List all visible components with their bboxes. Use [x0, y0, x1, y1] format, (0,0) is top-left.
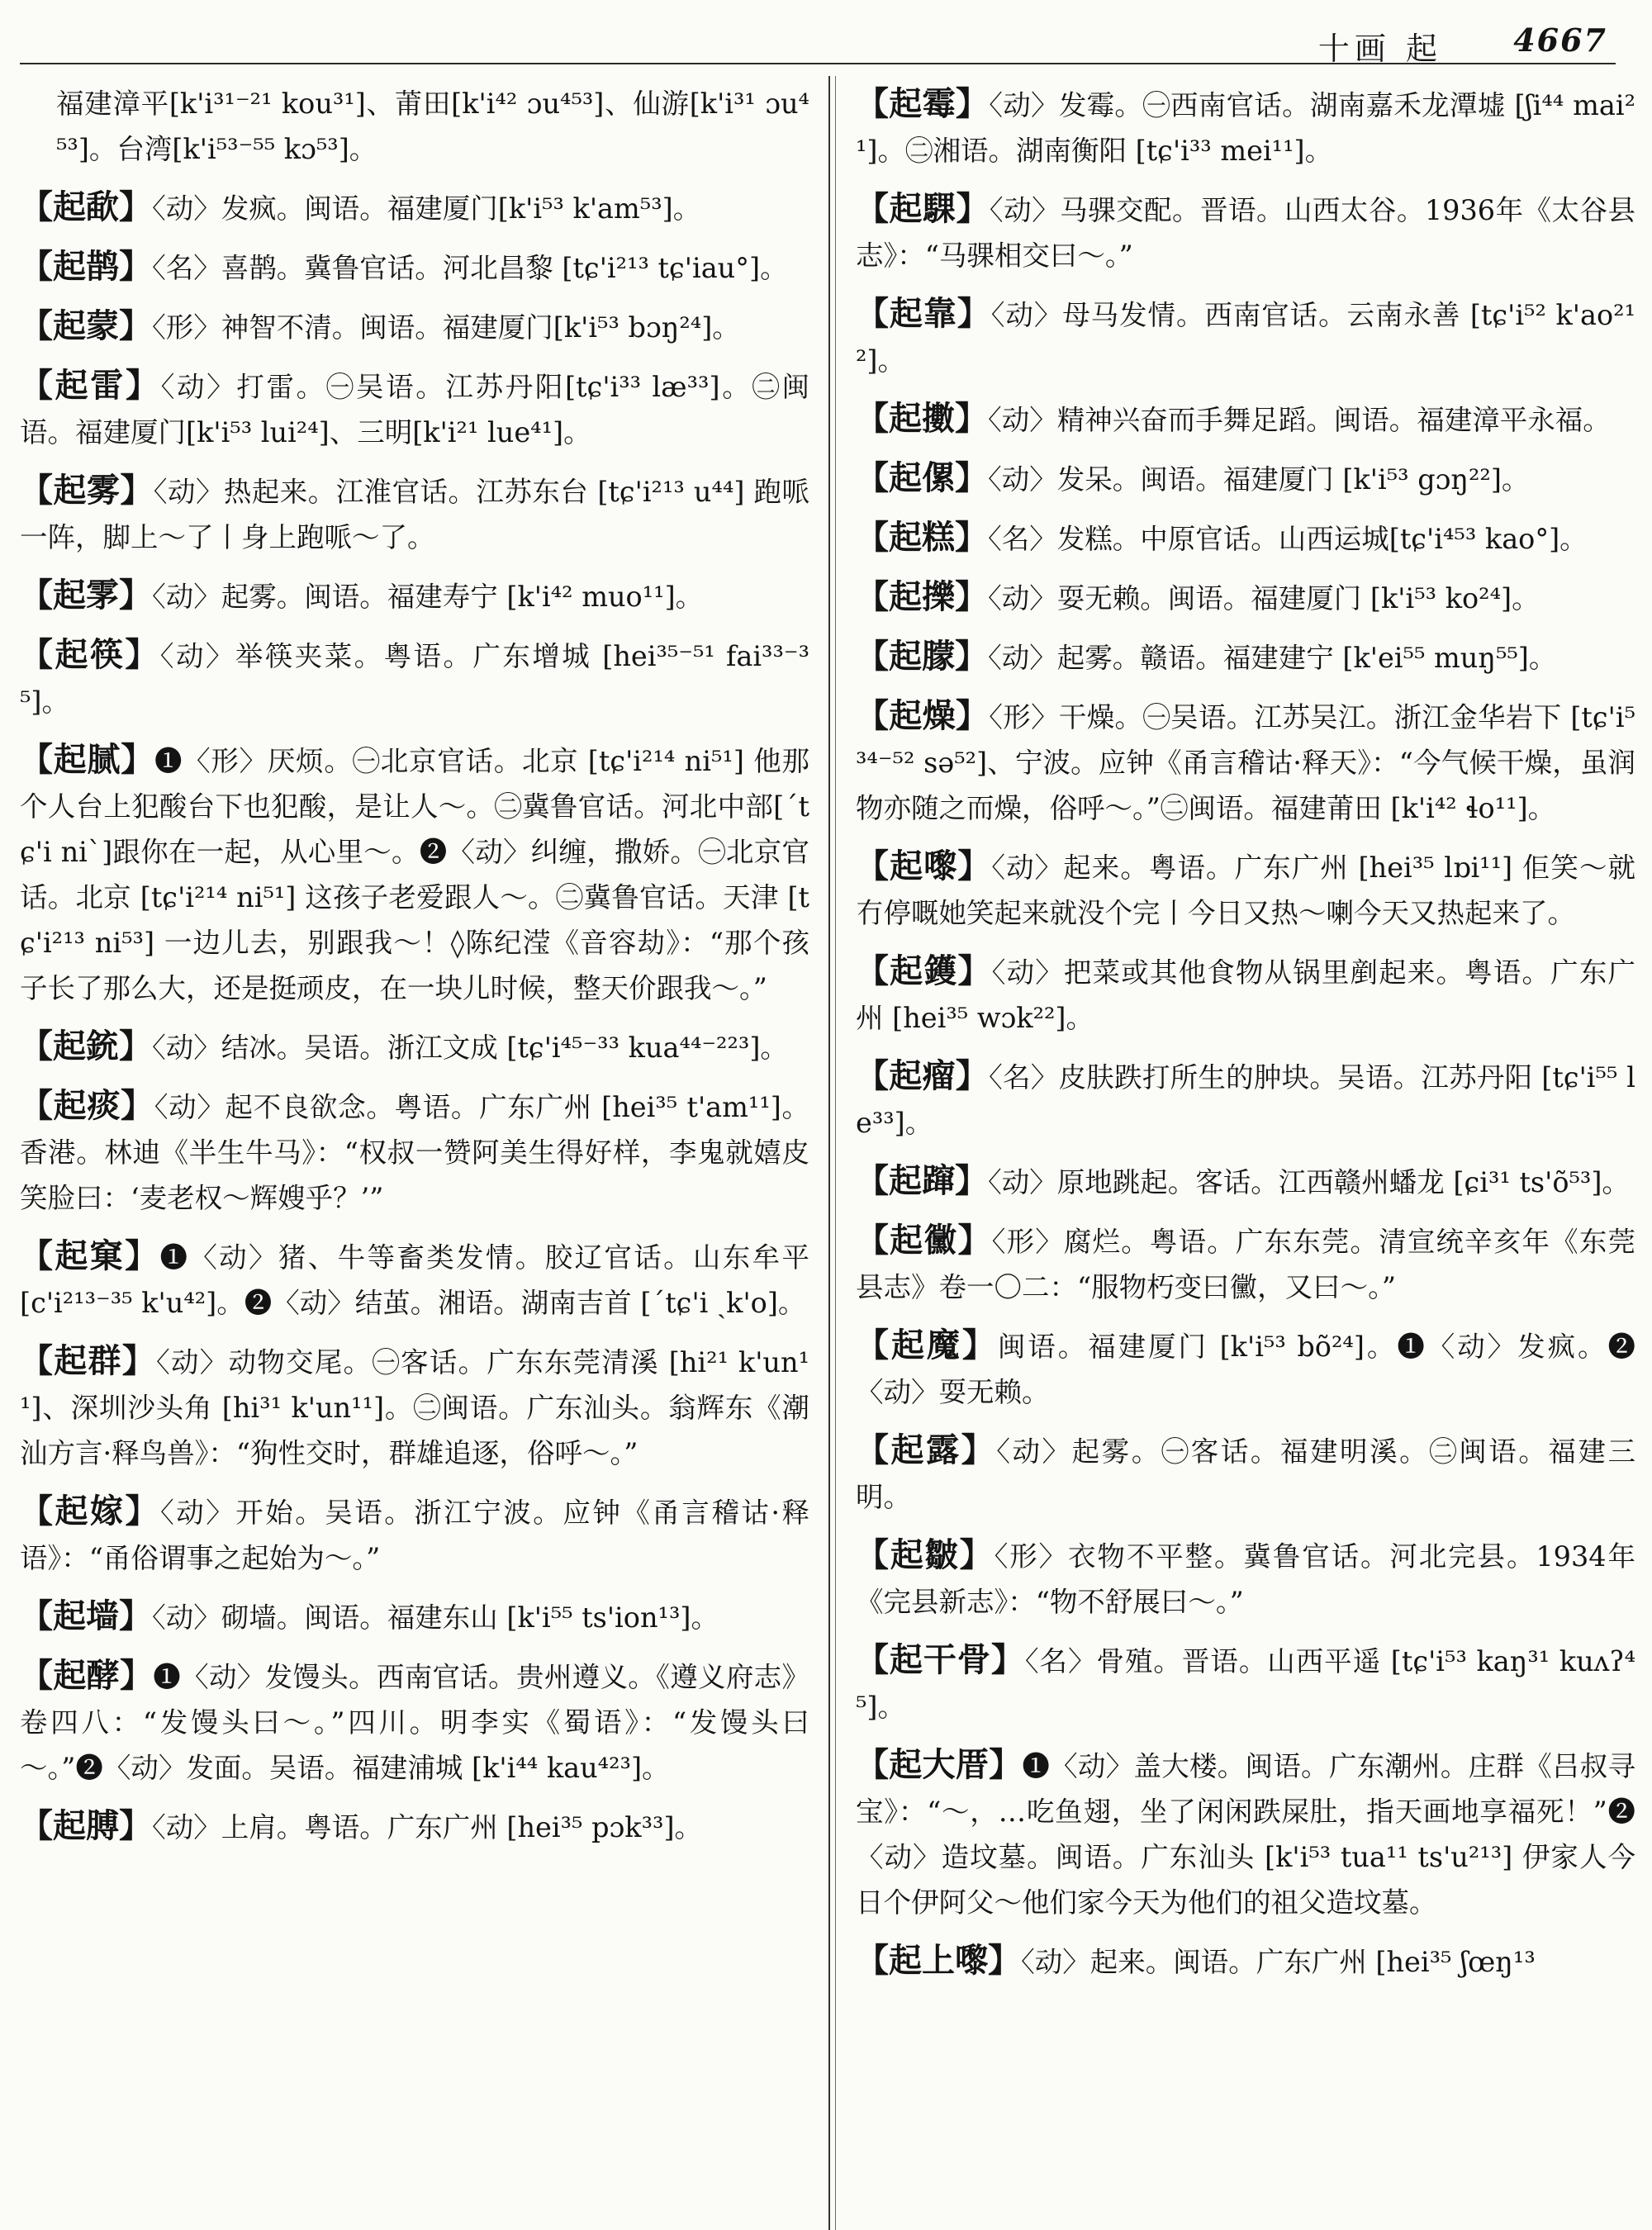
entry-text: ❶〈动〉猪、牛等畜类发情。胶辽官话。山东牟平 [c'i²¹³⁻³⁵ k'u⁴²]。❷〈动〉结茧。湘语。湖南吉首 [ˊtɕ'i ˏk'o]。: [20, 1241, 809, 1319]
entry-text: 〈动〉举筷夹菜。粤语。广东增城 [hei³⁵⁻⁵¹ fai³³⁻³⁵]。: [20, 640, 809, 718]
entry-text: 〈形〉衣物不平整。冀鲁官话。河北完县。1934年《完县新志》：“物不舒展曰～。”: [856, 1540, 1635, 1618]
dictionary-entry: [20, 1233, 809, 1326]
entry-text: 福建漳平[k'i³¹⁻²¹ kou³¹]、莆田[k'i⁴² ɔu⁴⁵³]、仙游[k'i³¹ ɔu⁴⁵³]。台湾[k'i⁵³⁻⁵⁵ kɔ⁵³]。: [56, 88, 809, 165]
entry-headword: 【起銃】: [20, 1027, 152, 1065]
entry-headword: 【起瘤】: [856, 1056, 990, 1095]
dictionary-entry: [20, 572, 809, 619]
entry-headword: 【起膊】: [20, 1806, 152, 1845]
entry-headword: 【起霉】: [856, 84, 990, 123]
dictionary-entry: [20, 632, 809, 724]
entry-headword: 【起筷】: [20, 635, 160, 674]
dictionary-entry: [20, 1338, 809, 1476]
dictionary-entry: [20, 467, 809, 560]
entry-text: 〈动〉起雾。闽语。福建寿宁 [k'i⁴² muo¹¹]。: [152, 581, 704, 613]
entry-text: 闽语。福建厦门 [k'i⁵³ bõ²⁴]。❶〈动〉发疯。❷〈动〉耍无赖。: [856, 1331, 1635, 1408]
entry-headword: 【起腻】: [20, 740, 154, 779]
dictionary-entry: [856, 693, 1635, 831]
dictionary-entry: [20, 1083, 809, 1221]
entry-headword: 【起蒙】: [20, 306, 152, 345]
entry-headword: 【起魔】: [856, 1326, 998, 1364]
column-divider: [828, 76, 830, 2230]
page-header: [20, 15, 1616, 67]
dictionary-entry: [856, 1158, 1635, 1205]
entry-text: 〈动〉热起来。江淮官话。江苏东台 [tɕ'i²¹³ u⁴⁴] 跑哌一阵，脚上～了丨身上跑哌～了。: [20, 476, 809, 553]
entry-text: 〈动〉原地跳起。客话。江西赣州蟠龙 [ɕi³¹ ts'õ⁵³]。: [988, 1166, 1630, 1198]
entry-headword: 【起皺】: [856, 1535, 995, 1574]
dictionary-entry: [20, 363, 809, 455]
entry-text: 〈动〉发呆。闽语。福建厦门 [k'i⁵³ gɔŋ²²]。: [988, 463, 1530, 496]
dictionary-entry: [856, 1427, 1635, 1520]
running-head-section: 十画 起: [1317, 31, 1442, 67]
entry-headword: 【起雺】: [20, 576, 152, 614]
dictionary-entry: [20, 244, 809, 291]
dictionary-entry: [856, 633, 1635, 681]
entry-text: 〈形〉神智不清。闽语。福建厦门[k'i⁵³ bɔŋ²⁴]。: [152, 311, 740, 344]
entry-text: 〈动〉上肩。粤语。广东广州 [hei³⁵ pɔk³³]。: [152, 1811, 703, 1843]
entry-text: 〈名〉喜鹊。冀鲁官话。河北昌黎 [tɕ'i²¹³ tɕ'iau°]。: [152, 252, 788, 284]
entry-headword: 【起燥】: [856, 696, 990, 735]
entry-text: 〈动〉起雾。㊀客话。福建明溪。㊁闽语。福建三明。: [856, 1435, 1635, 1513]
entry-headword: 【起嫁】: [20, 1492, 161, 1530]
entry-headword: 【起群】: [20, 1341, 157, 1380]
dictionary-entry: [20, 1593, 809, 1640]
entry-text: 〈动〉发疯。闽语。福建厦门[k'i⁵³ k'am⁵³]。: [152, 192, 701, 225]
dictionary-entry: [856, 948, 1635, 1041]
entry-headword: 【起墙】: [20, 1597, 152, 1635]
entry-text: 〈动〉结冰。吴语。浙江文成 [tɕ'i⁴⁵⁻³³ kua⁴⁴⁻²²³]。: [152, 1032, 788, 1064]
dictionary-entry: [856, 515, 1635, 562]
entry-headword: 【起大厝】: [856, 1745, 1023, 1784]
entry-headword: 【起窠】: [20, 1236, 160, 1275]
dictionary-entry: [856, 1938, 1635, 1985]
entry-headword: 【起露】: [856, 1431, 997, 1469]
entry-headword: 【起靠】: [856, 294, 991, 333]
left-column: [20, 81, 809, 2222]
entry-headword: 【起嚟】: [856, 847, 992, 885]
dictionary-entry: [856, 81, 1635, 173]
dictionary-entry: [856, 1532, 1635, 1625]
dictionary-entry: [856, 1322, 1635, 1415]
entry-headword: 【起蹿】: [856, 1161, 988, 1200]
entry-text: 〈动〉起来。闽语。广东广州 [hei³⁵ ʃœŋ¹³: [1021, 1946, 1536, 1978]
entry-headword: 【起歃】: [20, 187, 152, 226]
entry-headword: 【起糕】: [856, 518, 988, 557]
entry-headword: 【起朦】: [856, 637, 988, 676]
entry-headword: 【起鹊】: [20, 247, 152, 286]
entry-text: 〈动〉动物交尾。㊀客话。广东东莞清溪 [hi²¹ k'un¹¹]、深圳沙头角 [hi³¹ k'un¹¹]。㊁闽语。广东汕头。翁辉东《潮汕方言·释鸟兽》：“狗性交时，群雄追逐，俗呼～。”: [20, 1346, 809, 1469]
entry-headword: 【起擽】: [856, 577, 988, 616]
dictionary-entry: [856, 574, 1635, 621]
dictionary-entry: [856, 186, 1635, 278]
dictionary-entry: [20, 1803, 809, 1850]
entry-headword: 【起痰】: [20, 1086, 154, 1125]
page-number: 4667: [1513, 21, 1607, 59]
entry-headword: 【起雾】: [20, 471, 154, 510]
entry-text: 〈动〉马骒交配。晋语。山西太谷。1936年《太谷县志》：“马骒相交曰～。”: [856, 194, 1635, 272]
entry-text: 〈动〉耍无赖。闽语。福建厦门 [k'i⁵³ ko²⁴]。: [988, 582, 1540, 614]
dictionary-entry: [20, 1023, 809, 1070]
dictionary-entry: [20, 1488, 809, 1581]
entry-text: ❶〈动〉盖大楼。闽语。广东潮州。庄群《吕叔寻宝》：“～，…吃鱼翅，坐了闲闲跌屎肚，指天画地享福死！”❷〈动〉造坟墓。闽语。广东汕头 [k'i⁵³ tua¹¹ ts'u²¹³] 伊家人今日个伊阿父～他们家今天为他们的祖父造坟墓。: [856, 1750, 1635, 1919]
entry-headword: 【起上嚟】: [856, 1941, 1021, 1980]
entry-text: 〈动〉起不良欲念。粤语。广东广州 [hei³⁵ t'am¹¹]。香港。林迪《半生牛马》：“权叔一赞阿美生得好样，李鬼就嬉皮笑脸曰：‘麦老权～辉嫂乎？’”: [20, 1091, 809, 1214]
dictionary-entry: [856, 1217, 1635, 1310]
dictionary-entry: [20, 184, 809, 231]
entry-headword: 【起騍】: [856, 189, 990, 228]
entry-text: 〈动〉起来。粤语。广东广州 [hei³⁵ lɒi¹¹] 佢笑～就冇停嘅她笑起来就没个完丨今日又热～喇今天又热起来了。: [856, 852, 1635, 929]
entry-text: 〈动〉砌墙。闽语。福建东山 [k'i⁵⁵ ts'ion¹³]。: [152, 1601, 719, 1634]
dictionary-entry: [856, 291, 1635, 383]
entry-text: 〈动〉把菜或其他食物从锅里剷起来。粤语。广东广州 [hei³⁵ wɔk²²]。: [856, 956, 1635, 1034]
entry-text: 〈名〉骨殖。晋语。山西平遥 [tɕ'i⁵³ kaŋ³¹ kuʌʔ⁴⁵]。: [856, 1645, 1635, 1723]
entry-text: 〈形〉干燥。㊀吴语。江苏吴江。浙江金华岩下 [tɕ'i⁵³⁴⁻⁵² sə⁵²]、宁波。应钟《甬言稽诂·释天》：“今气候干燥，虽润物亦随之而燥，俗呼～。”㊁闽语。福建莆田 [k'i⁴² ɬo¹¹]。: [856, 701, 1635, 824]
entry-headword: 【起酵】: [20, 1656, 154, 1695]
entry-text: 〈动〉打雷。㊀吴语。江苏丹阳[tɕ'i³³ læ³³]。㊁闽语。福建厦门[k'i⁵³ lui²⁴]、三明[k'i²¹ lue⁴¹]。: [20, 371, 809, 448]
dictionary-entry: [856, 1742, 1635, 1925]
entry-headword: 【起黴】: [856, 1221, 992, 1260]
entry-text: 〈动〉精神兴奋而手舞足蹈。闽语。福建漳平永福。: [988, 404, 1611, 436]
dictionary-entry: [856, 455, 1635, 502]
entry-continuation: [20, 81, 809, 172]
entry-headword: 【起干骨】: [856, 1640, 1025, 1679]
dictionary-entry: [20, 737, 809, 1011]
entry-text: ❶〈动〉发馒头。西南官话。贵州遵义。《遵义府志》卷四八：“发馒头曰～。”四川。明李实《蜀语》：“发馒头曰～。”❷〈动〉发面。吴语。福建浦城 [k'i⁴⁴ kau⁴²³]。: [20, 1661, 809, 1784]
entry-headword: 【起傫】: [856, 458, 988, 497]
dictionary-entry: [856, 1053, 1635, 1146]
entry-headword: 【起鑊】: [856, 951, 992, 990]
right-column: [856, 81, 1635, 2222]
dictionary-entry: [856, 843, 1635, 936]
entry-text: 〈名〉发糕。中原官话。山西运城[tɕ'i⁴⁵³ kao°]。: [988, 523, 1588, 555]
entry-headword: 【起雷】: [20, 366, 161, 405]
entry-text: 〈动〉起雾。赣语。福建建宁 [k'ei⁵⁵ muŋ⁵⁵]。: [988, 642, 1557, 674]
dictionary-entry: [856, 1637, 1635, 1729]
entry-text: ❶〈形〉厌烦。㊀北京官话。北京 [tɕ'i²¹⁴ ni⁵¹] 他那个人台上犯酸台下也犯酸，是让人～。㊁冀鲁官话。河北中部[ˊtɕ'i niˋ]跟你在一起，从心里～。❷〈动〉纠缠，撒娇。㊀北京官话。北京 [tɕ'i²¹⁴ ni⁵¹] 这孩子老爱跟人～。㊁冀鲁官话。天津 [tɕ'i²¹³ ni⁵³] 一边儿去，别跟我～！◊陈纪滢《音容劫》：“那个孩子长了那么大，还是挺顽皮，在一块儿时候，整天价跟我～。”: [20, 745, 809, 1004]
dictionary-entry: [856, 396, 1635, 443]
dictionary-entry: [20, 1653, 809, 1791]
entry-text: 〈动〉开始。吴语。浙江宁波。应钟《甬言稽诂·释语》：“甬俗谓事之起始为～。”: [20, 1497, 809, 1574]
entry-text: 〈形〉腐烂。粤语。广东东莞。清宣统辛亥年《东莞县志》卷一〇二：“服物朽变曰黴，又曰～。”: [856, 1226, 1635, 1303]
entry-text: 〈名〉皮肤跌打所生的肿块。吴语。江苏丹阳 [tɕ'i⁵⁵ le³³]。: [856, 1061, 1635, 1139]
entry-headword: 【起擻】: [856, 399, 988, 438]
entry-text: 〈动〉发霉。㊀西南官话。湖南嘉禾龙潭墟 [ʃi⁴⁴ mai²¹]。㊁湘语。湖南衡阳 [tɕ'i³³ mei¹¹]。: [856, 89, 1635, 167]
dictionary-entry: [20, 303, 809, 350]
entry-text: 〈动〉母马发情。西南官话。云南永善 [tɕ'i⁵² k'ao²¹²]。: [856, 299, 1635, 377]
